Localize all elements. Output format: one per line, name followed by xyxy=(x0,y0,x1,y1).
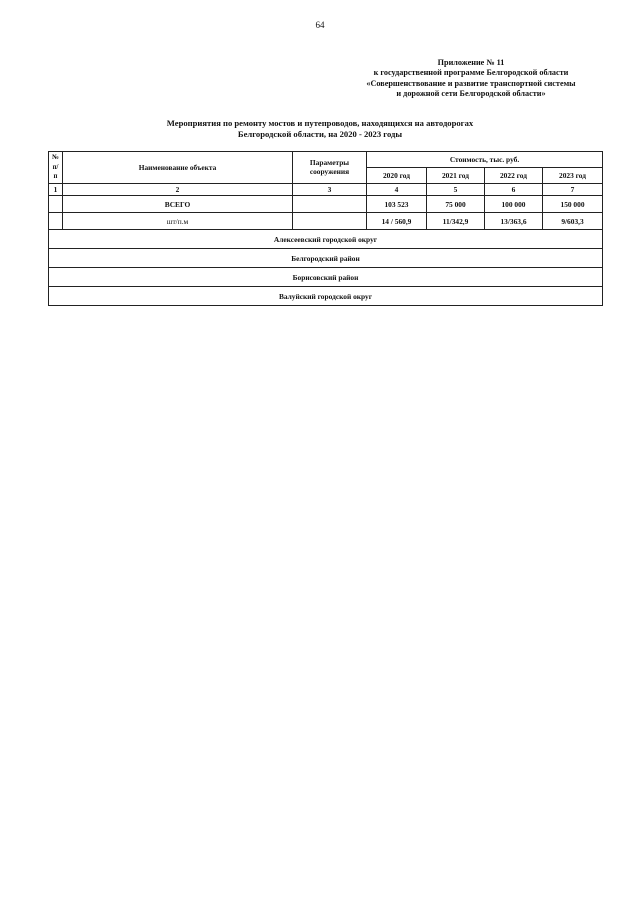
header-row xyxy=(49,152,603,168)
table-body xyxy=(49,196,603,306)
total-2020: 103 523 xyxy=(367,196,427,213)
unit-2023: 9/603,3 xyxy=(543,213,603,230)
annex-line: к государственной программе Белгородской области xyxy=(373,68,569,78)
header-cost: Стоимость, тыс. руб. xyxy=(367,152,603,168)
annex-header xyxy=(341,58,601,99)
total-label: ВСЕГО xyxy=(63,196,293,213)
section-title: Валуйский городской округ xyxy=(49,287,603,306)
annex-title: Приложение № 11 xyxy=(437,58,505,67)
col-number: 4 xyxy=(367,183,427,196)
col-number: 5 xyxy=(427,183,485,196)
section-title: Алексеевский городской округ xyxy=(49,230,603,249)
document-title xyxy=(0,118,640,140)
section-title: Белгородский район xyxy=(49,249,603,268)
unit-2022: 13/363,6 xyxy=(485,213,543,230)
header-params: Параметры сооружения xyxy=(293,152,367,184)
annex-line: «Совершенствование и развитие транспортной системы xyxy=(366,78,576,88)
section-row xyxy=(49,287,603,306)
header-num: № п/п xyxy=(49,152,63,184)
annex-line: и дорожной сети Белгородской области» xyxy=(396,88,546,98)
total-2022: 100 000 xyxy=(485,196,543,213)
header-name: Наименование объекта xyxy=(63,152,293,184)
col-number: 7 xyxy=(543,183,603,196)
column-numbers-row xyxy=(49,183,603,196)
section-row xyxy=(49,249,603,268)
title-line: Белгородской области, на 2020 - 2023 годы xyxy=(237,129,403,139)
header-2020: 2020 год xyxy=(367,167,427,183)
bridges-table xyxy=(48,151,603,306)
total-2021: 75 000 xyxy=(427,196,485,213)
page-number: 64 xyxy=(315,20,325,30)
unit-label: шт/п.м xyxy=(63,213,293,230)
title-line: Мероприятия по ремонту мостов и путепроводов, находящихся на автодорогах xyxy=(166,118,474,128)
col-number: 3 xyxy=(293,183,367,196)
col-number: 1 xyxy=(49,183,63,196)
section-row xyxy=(49,268,603,287)
total-2023: 150 000 xyxy=(543,196,603,213)
header-2021: 2021 год xyxy=(427,167,485,183)
col-number: 6 xyxy=(485,183,543,196)
header-2022: 2022 год xyxy=(485,167,543,183)
unit-2020: 14 / 560,9 xyxy=(367,213,427,230)
header-2023: 2023 год xyxy=(543,167,603,183)
total-row xyxy=(49,196,603,213)
section-title: Борисовский район xyxy=(49,268,603,287)
total-units-row xyxy=(49,213,603,230)
unit-2021: 11/342,9 xyxy=(427,213,485,230)
col-number: 2 xyxy=(63,183,293,196)
section-row xyxy=(49,230,603,249)
